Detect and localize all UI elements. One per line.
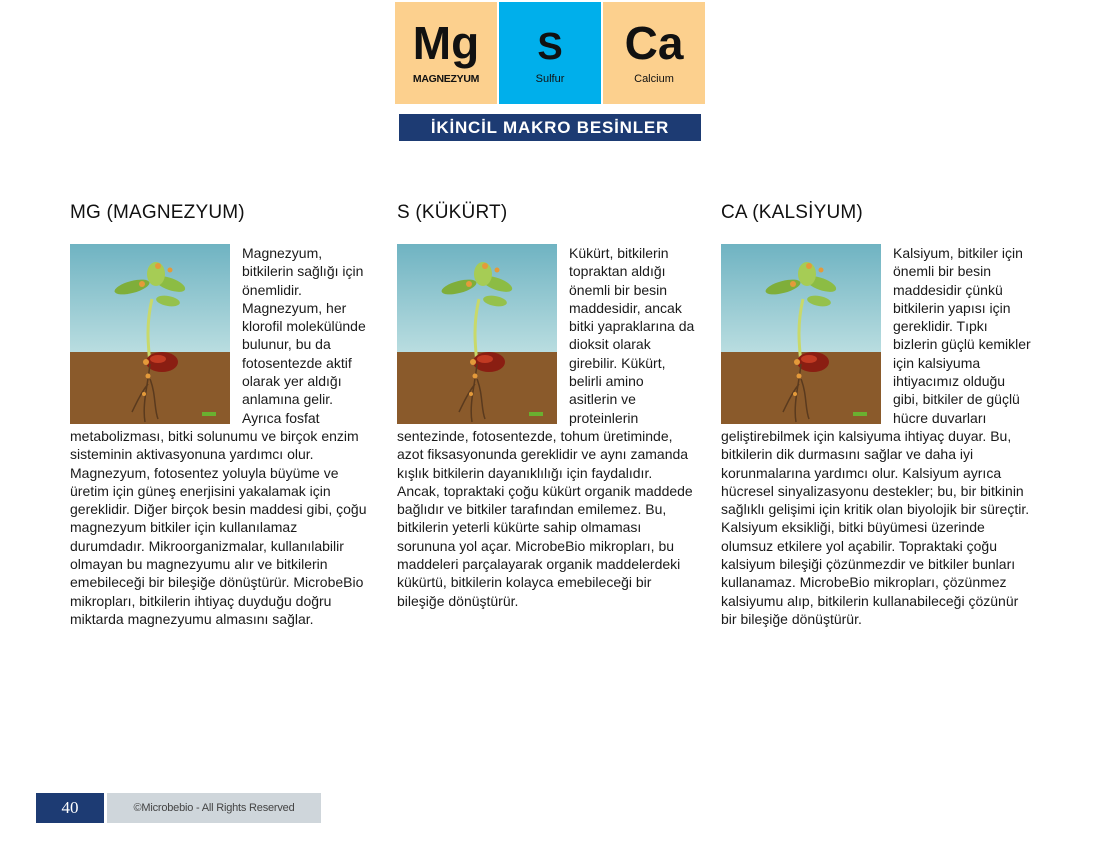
tile-sulfur [499, 2, 601, 104]
seedling-illustration [397, 244, 557, 424]
tile-name: Sulfur [535, 73, 565, 85]
tile-symbol: Mg [412, 17, 480, 69]
column-sulfur [397, 202, 695, 610]
page-number: 40 [36, 793, 104, 823]
tile-name: MAGNEZYUM [412, 73, 480, 85]
tile-calcium [603, 2, 705, 104]
seedling-illustration [721, 244, 881, 424]
copyright-notice: ©Microbebio - All Rights Reserved [107, 793, 321, 823]
section-title: S (KÜKÜRT) [397, 202, 508, 223]
section-body: Kalsiyum, bitkiler için önemli bir besin maddesidir çünkü bitkilerin yapısı için gereklidir. Tıpkı bizlerin güçlü kemikler için kalsiyuma ihtiyacımız olduğu gibi, bitkiler de güçlü hücre duvarları geliştirebilmek için kalsiyuma ihtiyaç duyar. Bu, bitkilerin dik durmasını sağlar ve daha iyi korunmalarına yardımcı olur. Kalsiyum ayrıca hücresel sinyalizasyonu destekler; bu, bir bitkinin sağlıklı gelişimi için kritik olan biyolojik bir süreçtir. Kalsiyum eksikliği, bitki büyümesi üzerinde olumsuz etkilere yol açabilir. Topraktaki çoğu kalsiyum bileşiği çözünmezdir ve bitkiler bunları kullanamaz. MicrobeBio mikropları, çözünmez kalsiyumu alıp, bitkilerin kullanabileceği çözünür bir bileşiğe dönüştürür. [721, 245, 1031, 627]
section-banner: İKİNCİL MAKRO BESİNLER [399, 114, 701, 141]
section-body: Kükürt, bitkilerin topraktan aldığı önemli bir besin maddesidir, ancak bitki yapraklarına da dioksit olarak girebilir. Kükürt, belirli amino asitlerin ve proteinlerin sentezinde, fotosentezde, tohum üretiminde, azot fiksasyonunda gereklidir ve aynı zamanda kışlık bitkilerin dayanıklılığı için faydalıdır. Ancak, topraktaki çoğu kükürt organik maddede bağlıdır ve bitkiler tarafından emilemez. Bu, bitkilerin yeterli kükürte sahip olmaması sorununa yol açar. MicrobeBio mikropları, bu maddeleri parçalayarak organik maddelerdeki kükürtü, bitkilerin kolayca emebileceği bir bileşiğe dönüştürür. [397, 245, 695, 609]
column-magnesium [70, 202, 368, 628]
seedling-illustration [70, 244, 230, 424]
column-calcium [721, 202, 1031, 628]
tile-magnesium [395, 2, 497, 104]
section-title: MG (MAGNEZYUM) [70, 202, 245, 223]
tile-symbol: S [537, 26, 563, 68]
tile-symbol: Ca [624, 17, 684, 69]
section-body: Magnezyum, bitkilerin sağlığı için önemlidir. Magnezyum, her klorofil molekülünde bulunur, bu da fotosentezde aktif olarak yer aldığı anlamına gelir. Ayrıca fosfat metabolizması, bitki solunumu ve birçok enzim sisteminin aktivasyonuna yardımcı olur. Magnezyum, fotosentez yoluyla büyüme ve üretim için güneş enerjisini yakalamak için gereklidir. Diğer birçok besin maddesi gibi, çoğu magnezyum bitkiler için kullanılamaz durumdadır. Mikroorganizmalar, kullanılabilir olmayan bu magnezyumu alır ve bitkilerin emebileceği bir bileşiğe dönüştürür. MicrobeBio mikropları, bitkilerin ihtiyaç duyduğu doğru miktarda magnezyumu almasını sağlar. [70, 245, 367, 627]
section-title: CA (KALSİYUM) [721, 202, 863, 223]
tile-name: Calcium [634, 73, 674, 85]
